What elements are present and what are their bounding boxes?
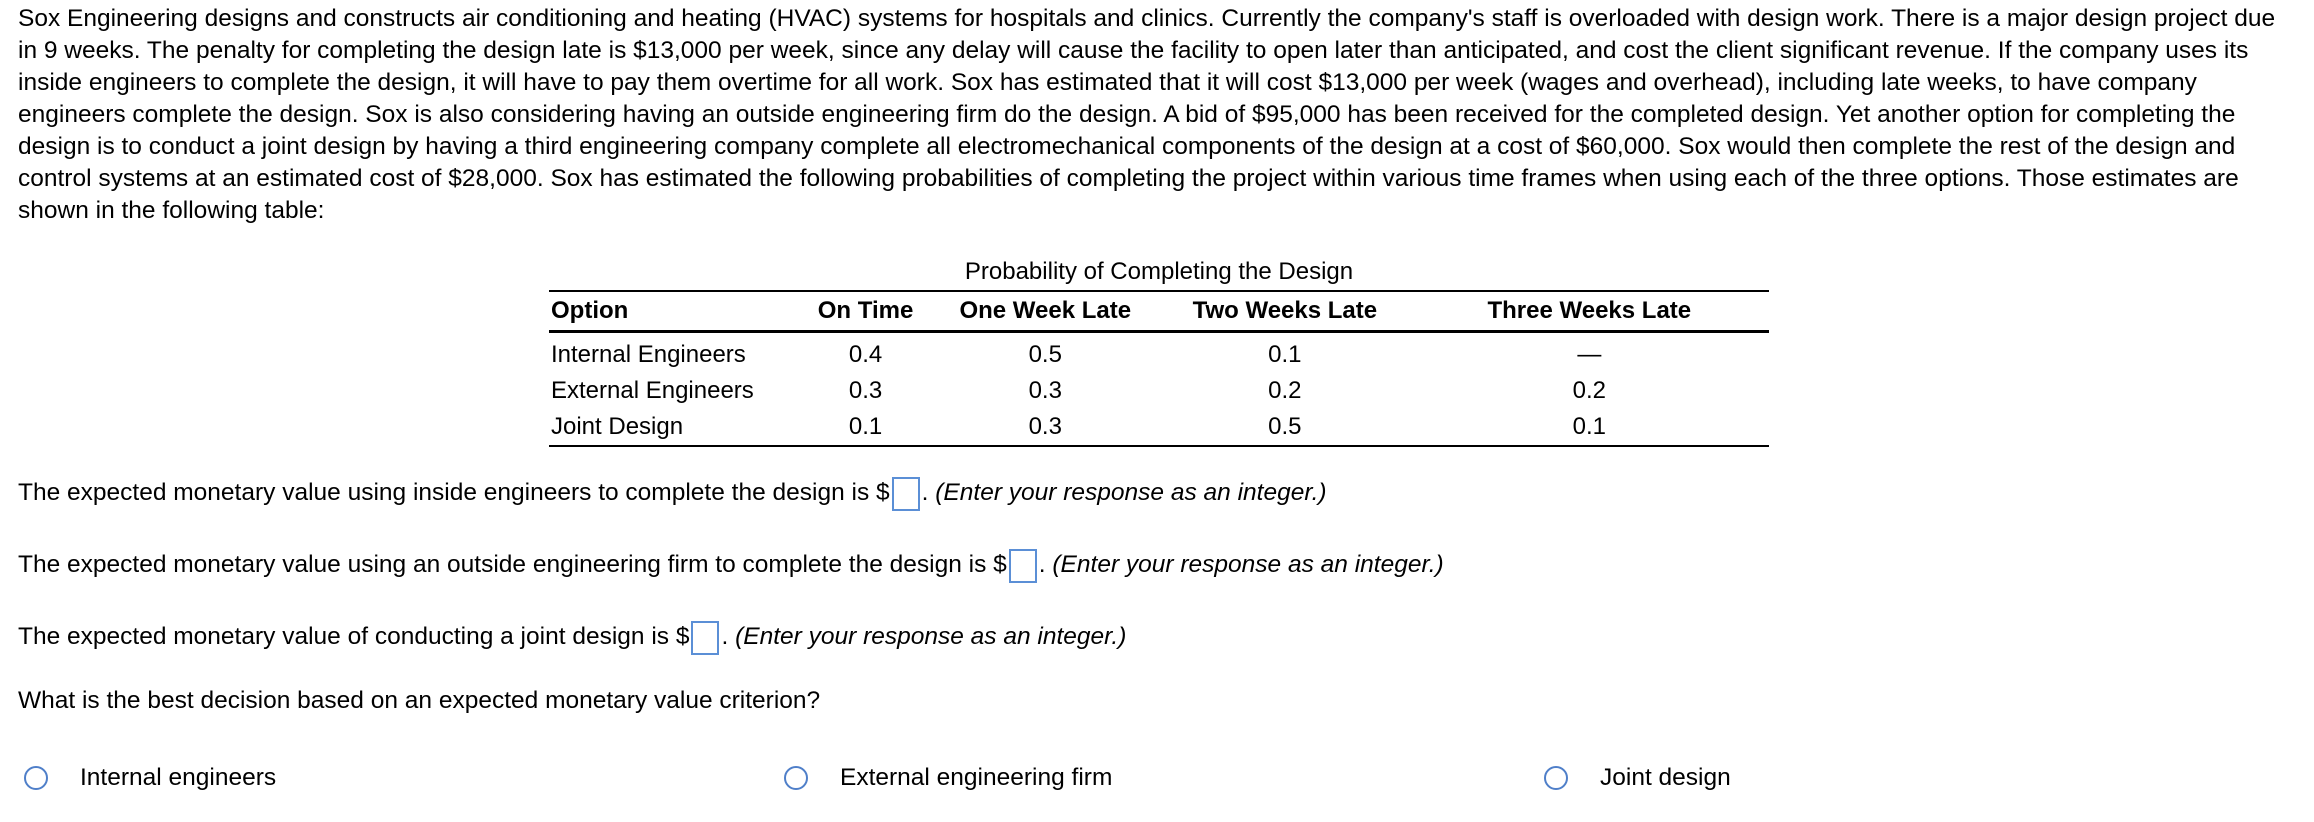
question-joint-design	[18, 620, 1126, 655]
table-header-row	[549, 291, 1769, 332]
question-hint: (Enter your response as an integer.)	[735, 623, 1127, 650]
probability-table	[549, 290, 1769, 447]
radio-button-icon[interactable]	[784, 766, 808, 790]
radio-button-icon[interactable]	[24, 766, 48, 790]
outside-firm-emv-input[interactable]	[1009, 549, 1037, 583]
cell-option: External Engineers	[551, 377, 754, 404]
problem-statement: Sox Engineering designs and constructs air conditioning and heating (HVAC) systems for hospitals and clinics. Currently the company's staff is overloaded with design work. There is a major design project due in 9 weeks. The penalty for completing the design late is $13,000 per week, since any delay will cause the facility to open later than anticipated, and cost the client significant revenue. If the company uses its inside engineers to complete the design, it will have to pay them overtime for all work. Sox has estimated that it will cost $13,000 per week (wages and overhead), including late weeks, to have company engineers complete the design. Sox is also considering having an outside engineering firm do the design. A bid of $95,000 has been received for the completed design. Yet another option for completing the design is to conduct a joint design by having a third engineering company complete all electromechanical components of the design at a cost of $60,000. Sox would then complete the rest of the design and control systems at an estimated cost of $28,000. Sox has estimated the following probabilities of completing the project within various time frames when using each of the three options. Those estimates are shown in the following table:	[18, 5, 2276, 224]
choice-label: Joint design	[1600, 764, 1731, 791]
choice-internal-engineers[interactable]	[24, 761, 276, 795]
question-suffix: .	[721, 623, 736, 650]
question-inside-engineers	[18, 476, 1327, 511]
header-one-week-late: One Week Late	[930, 291, 1160, 332]
cell-three-weeks-late: —	[1577, 341, 1602, 368]
cell-one-week-late: 0.3	[1028, 377, 1062, 404]
cell-on-time: 0.1	[848, 413, 883, 440]
inside-engineers-emv-input[interactable]	[892, 477, 920, 511]
table-row	[549, 409, 1769, 446]
cell-on-time: 0.3	[848, 377, 883, 404]
table-caption: Probability of Completing the Design	[964, 258, 1354, 285]
choice-label: Internal engineers	[80, 764, 277, 791]
cell-one-week-late: 0.5	[1028, 341, 1062, 368]
choice-label: External engineering firm	[840, 764, 1113, 791]
cell-option: Joint Design	[551, 413, 684, 440]
radio-button-icon[interactable]	[1544, 766, 1568, 790]
cell-one-week-late: 0.3	[1028, 413, 1062, 440]
cell-two-weeks-late: 0.1	[1268, 341, 1302, 368]
header-option: Option	[549, 291, 801, 332]
joint-design-emv-input[interactable]	[691, 621, 719, 655]
question-hint: (Enter your response as an integer.)	[935, 479, 1327, 506]
question-prefix: The expected monetary value using an outside engineering firm to complete the design is $	[18, 551, 1007, 578]
table-row	[549, 373, 1769, 409]
choice-joint-design[interactable]	[1544, 761, 1731, 795]
cell-three-weeks-late: 0.1	[1572, 413, 1606, 440]
question-suffix: .	[921, 479, 936, 506]
question-outside-firm	[18, 548, 1444, 583]
cell-option: Internal Engineers	[551, 341, 746, 368]
cell-two-weeks-late: 0.5	[1268, 413, 1302, 440]
header-two-weeks-late: Two Weeks Late	[1160, 291, 1410, 332]
decision-question: What is the best decision based on an expected monetary value criterion?	[18, 687, 821, 714]
question-hint: (Enter your response as an integer.)	[1052, 551, 1444, 578]
question-suffix: .	[1038, 551, 1053, 578]
cell-three-weeks-late: 0.2	[1572, 377, 1606, 404]
header-three-weeks-late: Three Weeks Late	[1410, 291, 1769, 332]
cell-on-time: 0.4	[848, 341, 883, 368]
header-on-time: On Time	[801, 291, 931, 332]
probability-table-container	[549, 256, 1769, 447]
choice-external-engineering-firm[interactable]	[784, 761, 1112, 795]
cell-two-weeks-late: 0.2	[1268, 377, 1302, 404]
question-prefix: The expected monetary value of conducting a joint design is $	[18, 623, 690, 650]
question-prefix: The expected monetary value using inside engineers to complete the design is $	[18, 479, 890, 506]
table-row	[549, 332, 1769, 374]
